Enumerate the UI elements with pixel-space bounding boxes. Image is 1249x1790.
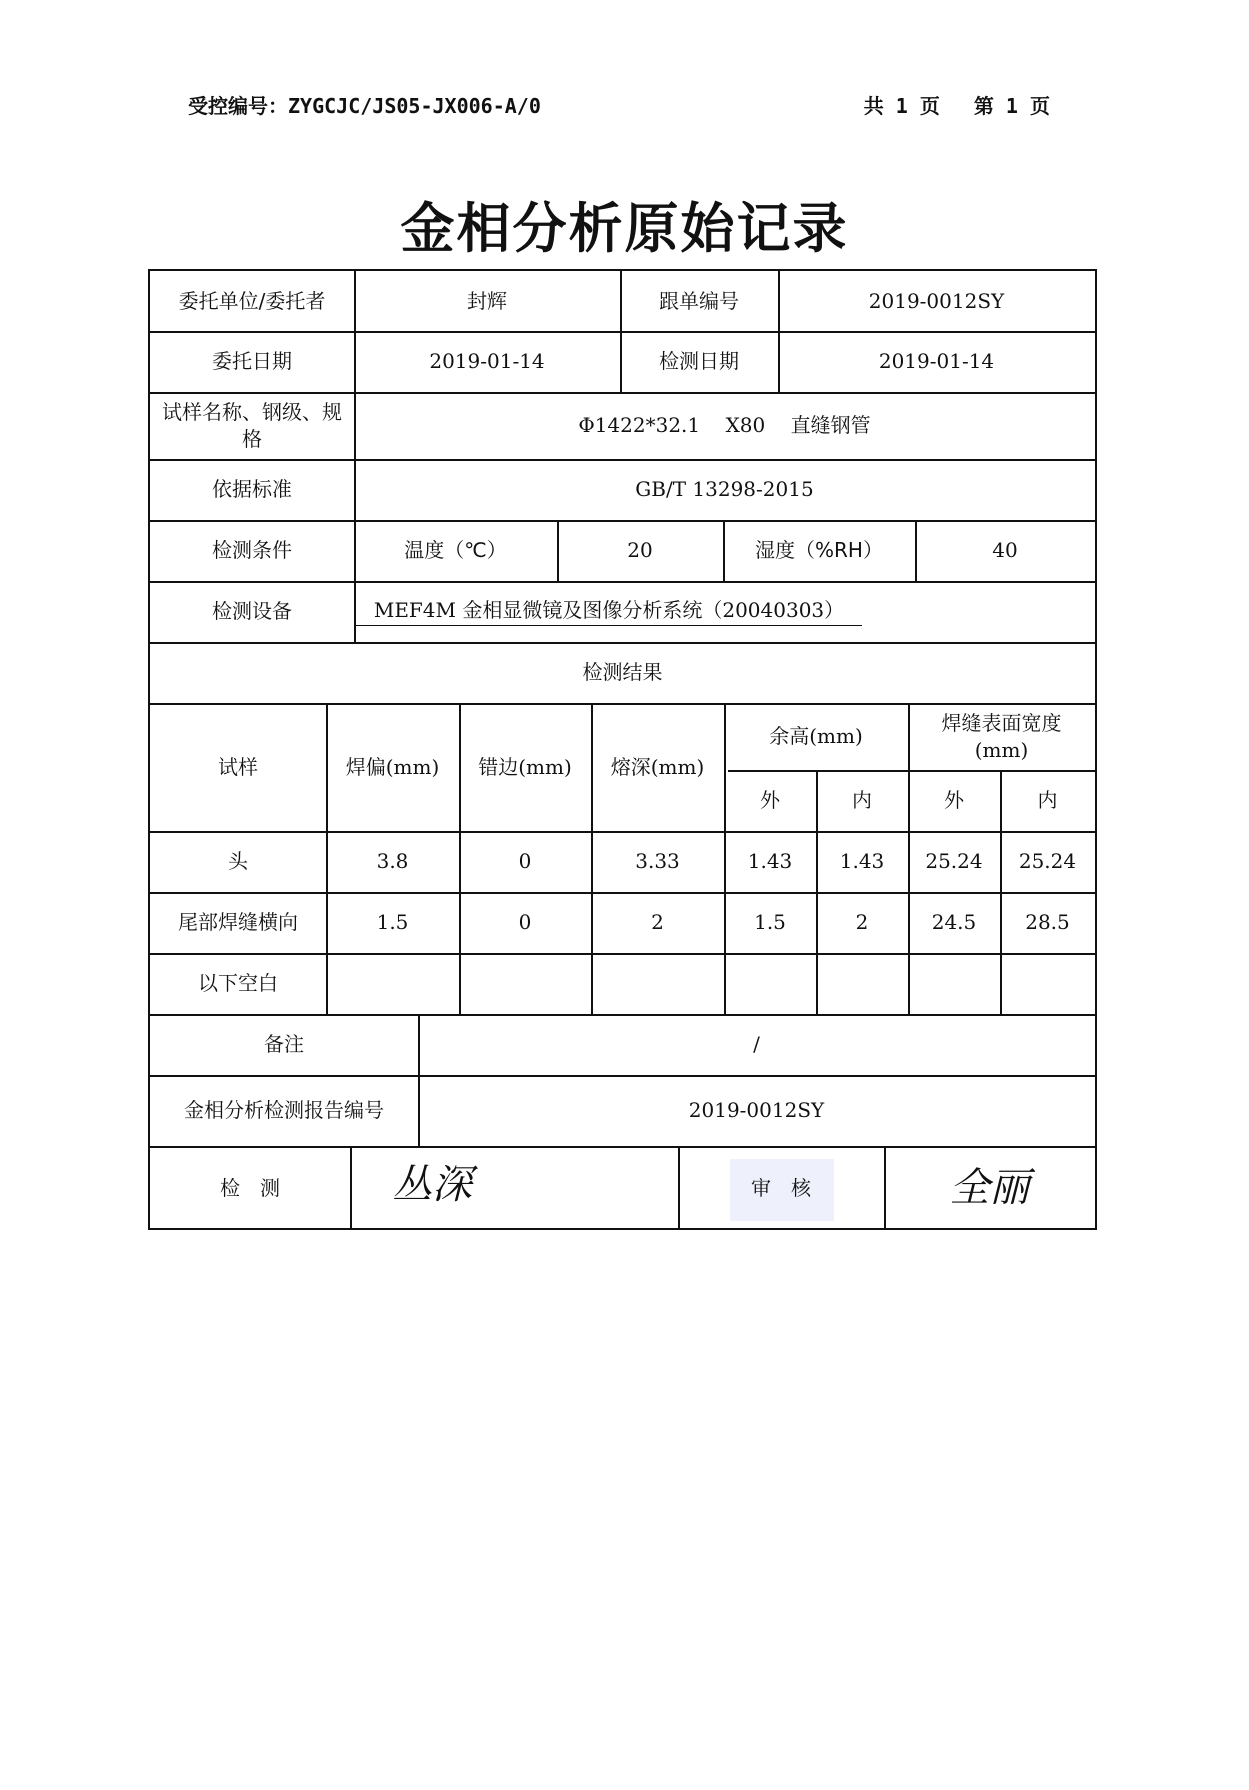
page-number: 第 1 页: [973, 94, 1050, 118]
header-misalignment: 错边(mm): [478, 754, 572, 779]
row-1-name: 头: [228, 849, 248, 873]
remarks-value: /: [753, 1032, 760, 1056]
tester-signature: 丛深: [392, 1162, 472, 1208]
commission-date-value: 2019-01-14: [429, 349, 545, 373]
row-1-reinf-outer: 1.43: [747, 849, 793, 873]
page-counter: [830, 90, 1050, 119]
client-value: 封辉: [467, 288, 507, 313]
header-width-outer: 外: [944, 788, 964, 812]
test-date-value: 2019-01-14: [878, 349, 995, 373]
test-date-label: 检测日期: [659, 349, 739, 373]
row-2-name: 尾部焊缝横向: [178, 910, 298, 934]
record-table: [148, 269, 1097, 1230]
header-reinforcement: 余高(mm): [769, 724, 863, 748]
row-1-reinf-inner: 1.43: [839, 849, 885, 873]
row-1-misalign: 0: [518, 849, 532, 873]
header-weld-width: 焊缝表面宽度(mm): [941, 710, 1062, 762]
row-1-offset: 3.8: [376, 849, 409, 873]
standard-label: 依据标准: [212, 477, 292, 501]
tester-signature-cell: [350, 1146, 678, 1230]
commission-date-label: 委托日期: [212, 349, 292, 373]
header-weld-offset: 焊偏(mm): [345, 754, 440, 779]
equipment-value-cell: [354, 581, 864, 642]
tester-label: 检 测: [220, 1175, 280, 1200]
sample-value: Φ1422*32.1 X80 直缝钢管: [578, 413, 871, 437]
row-2-offset: 1.5: [376, 910, 409, 934]
row-2-width-outer: 24.5: [931, 910, 977, 934]
equipment-label: 检测设备: [212, 599, 292, 623]
client-label: 委托单位/委托者: [178, 288, 326, 313]
tracking-label: 跟单编号: [659, 288, 739, 313]
row-1-width-inner: 25.24: [1018, 849, 1077, 873]
header-reinforcement-inner: 内: [852, 788, 872, 812]
reviewer-label: 审 核: [751, 1175, 811, 1200]
equipment-value: MEF4M 金相显微镜及图像分析系统（20040303）: [356, 597, 862, 626]
tracking-value: 2019-0012SY: [868, 288, 1005, 313]
row-2-depth: 2: [651, 910, 664, 934]
row-2-misalign: 0: [518, 910, 532, 934]
temperature-value: 20: [627, 538, 653, 562]
page-header: [188, 90, 1050, 120]
conditions-label: 检测条件: [212, 538, 292, 562]
humidity-value: 40: [992, 538, 1018, 562]
standard-value: GB/T 13298-2015: [635, 477, 814, 501]
remarks-label: 备注: [264, 1032, 304, 1056]
total-pages: 共 1 页: [863, 94, 940, 118]
row-2-reinf-inner: 2: [855, 910, 869, 934]
document-title: 金相分析原始记录: [400, 197, 849, 260]
results-section-title: 检测结果: [582, 660, 663, 684]
header-reinforcement-outer: 外: [760, 788, 780, 812]
report-value: 2019-0012SY: [688, 1098, 825, 1122]
row-3-name: 以下空白: [198, 971, 278, 995]
header-width-inner: 内: [1037, 788, 1058, 812]
header-penetration-depth: 熔深(mm): [610, 754, 705, 779]
row-2-reinf-outer: 1.5: [754, 910, 786, 934]
row-1-width-outer: 25.24: [925, 849, 983, 873]
row-2-width-inner: 28.5: [1025, 910, 1070, 934]
reviewer-signature: 全丽: [949, 1165, 1030, 1211]
reviewer-signature-cell: [884, 1146, 1095, 1230]
sample-label: 试样名称、钢级、规格: [162, 399, 342, 451]
report-label: 金相分析检测报告编号: [184, 1098, 384, 1122]
row-1-depth: 3.33: [635, 849, 680, 873]
header-sample: 试样: [218, 754, 258, 779]
temperature-label: 温度（℃）: [404, 538, 507, 562]
humidity-label: 湿度（%RH）: [755, 538, 883, 562]
control-number: 受控编号：ZYGCJC/JS05-JX006-A/0: [188, 94, 541, 118]
